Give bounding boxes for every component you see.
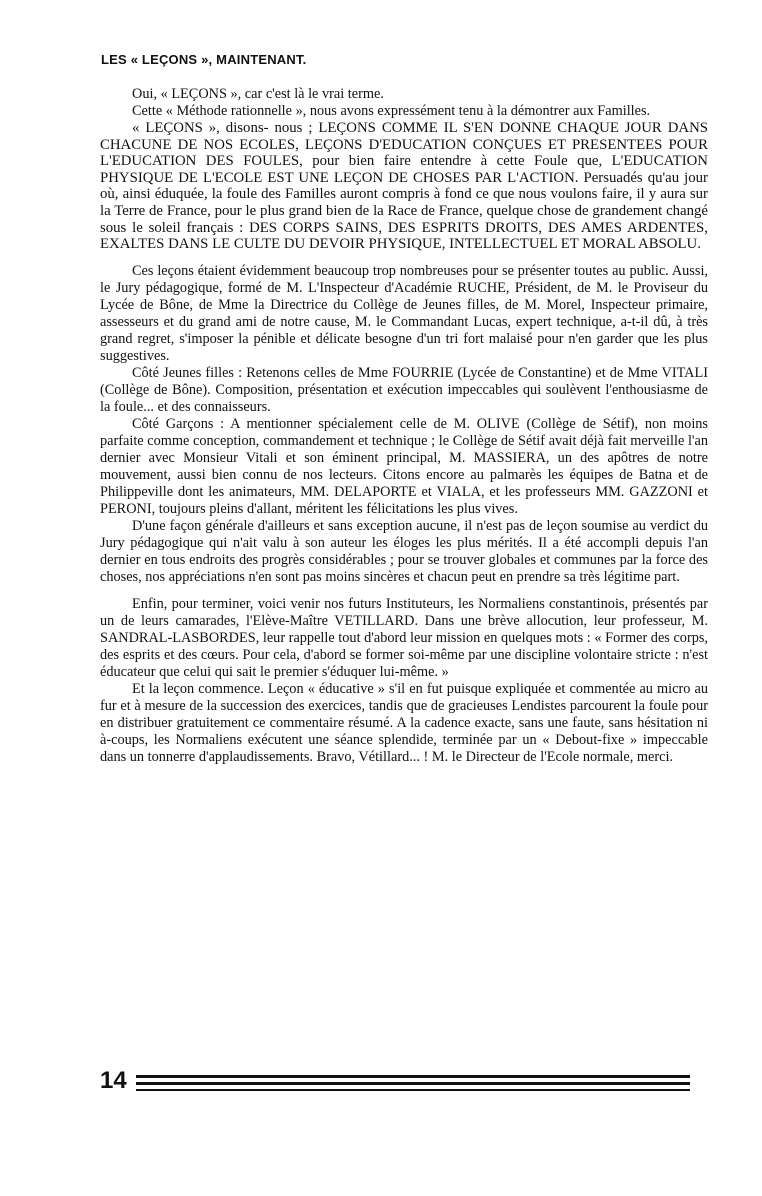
page-footer	[100, 1066, 690, 1102]
body-text	[100, 86, 708, 766]
paragraph-5: Côté Jeunes filles : Retenons celles de Mme FOURRIE (Lycée de Constantine) et de Mme VITALI (Collège de Bône). Composition, présentation et exécution impeccables qui soulèvent l'enthousiasme de la foule... et des connaisseurs.	[100, 364, 708, 415]
running-header: LES « LEÇONS », MAINTENANT.	[101, 52, 307, 67]
footer-rule-middle	[136, 1082, 690, 1085]
footer-rule-bottom	[136, 1089, 690, 1091]
paragraph-1: Oui, « LEÇONS », car c'est là le vrai terme.	[132, 86, 384, 102]
page-number: 14	[100, 1067, 127, 1094]
paragraph-7: D'une façon générale d'ailleurs et sans exception aucune, il n'est pas de leçon soumise au verdict du Jury pédagogique qui n'ait valu à son auteur les éloges les plus mérités. Il a été accompli depuis l'an dernier en tous endroits des progrès considérables ; pour se trouver globales et communes par la force des choses, nos appréciations n'en sont pas moins sincères et chacun peut en prendre sa très légitime part.	[100, 517, 708, 585]
paragraph-8: Enfin, pour terminer, voici venir nos futurs Instituteurs, les Normaliens constantinois, présentés par un de leurs camarades, l'Elève-Maître VETILLARD. Dans une brève allocution, leur professeur, M. SANDRAL-LASBORDES, leur rappelle tout d'abord leur mission en quelques mots : « Former des corps, des esprits et des cœurs. Pour cela, d'abord se former soi-même par une discipline volontaire stricte : n'est éducateur que celui qui sait le premier s'éduquer lui-même. »	[100, 595, 708, 680]
paragraph-4: Ces leçons étaient évidemment beaucoup trop nombreuses pour se présenter toutes au public. Aussi, le Jury pédagogique, formé de M. L'Inspecteur d'Académie RUCHE, Président, de M. le Proviseur du Lycée de Bône, de Mme la Directrice du Collège de Jeunes filles, de M. Morel, Inspecteur primaire, assesseurs et du grand ami de notre cause, M. le Commandant Lucas, expert technique, a-t-il dû, à très grand regret, s'imposer la pénible et délicate besogne d'un tri fort malaisé pour n'en garder que les plus suggestives.	[100, 262, 708, 364]
paragraph-9: Et la leçon commence. Leçon « éducative » s'il en fut puisque expliquée et commentée au micro au fur et à mesure de la succession des exercices, tandis que de gracieuses Lendistes parcourent la foule pour en distribuer gratuitement ce commentaire résumé. A la cadence exacte, sans une faute, sans hésitation ni à-coups, les Normaliens exécutent une séance splendide, terminée par un « Debout-fixe » impeccable dans un tonnerre d'applaudissements. Bravo, Vétillard... ! M. le Directeur de l'Ecole normale, merci.	[100, 680, 708, 765]
paragraph-2: Cette « Méthode rationnelle », nous avons expressément tenu à la démontrer aux Familles.	[132, 103, 651, 119]
paragraph-3: « LEÇONS », disons- nous ; LEÇONS COMME IL S'EN DONNE CHAQUE JOUR DANS CHACUNE DE NOS ECOLES, LEÇONS D'EDUCATION CONÇUES ET PRESENTEES POUR L'EDUCATION DES FOULES, pour bien faire entendre à cette Foule que, L'EDUCATION PHYSIQUE DE L'ECOLE EST UNE LEÇON DE CHOSES PAR L'ACTION. Persuadés qu'au jour où, ainsi éduquée, la foule des Familles auront compris à fond ce que nous voulons faire, il y aura sur la Terre de France, pour le plus grand bien de la Race de France, quelque chose de grandement changé sous le soleil français : DES CORPS SAINS, DES ESPRITS DROITS, DES AMES ARDENTES, EXALTES DANS LE CULTE DU DEVOIR PHYSIQUE, INTELLECTUEL ET MORAL ABSOLU.	[100, 120, 708, 253]
footer-rule-top	[136, 1075, 690, 1078]
paragraph-6: Côté Garçons : A mentionner spécialement celle de M. OLIVE (Collège de Sétif), non moins parfaite comme conception, commandement et technique ; le Collège de Sétif avait déjà fait merveille l'an dernier avec Monsieur Vitali et son éminent principal, M. MASSIERA, un des apôtres de notre mouvement, aussi bien connu de nos lecteurs. Citons encore au palmarès les équipes de Batna et de Philippeville dont les animateurs, MM. DELAPORTE et VIALA, et les professeurs MM. GAZZONI et PERONI, toujours pleins d'allant, méritent les félicitations les plus vives.	[100, 415, 708, 517]
